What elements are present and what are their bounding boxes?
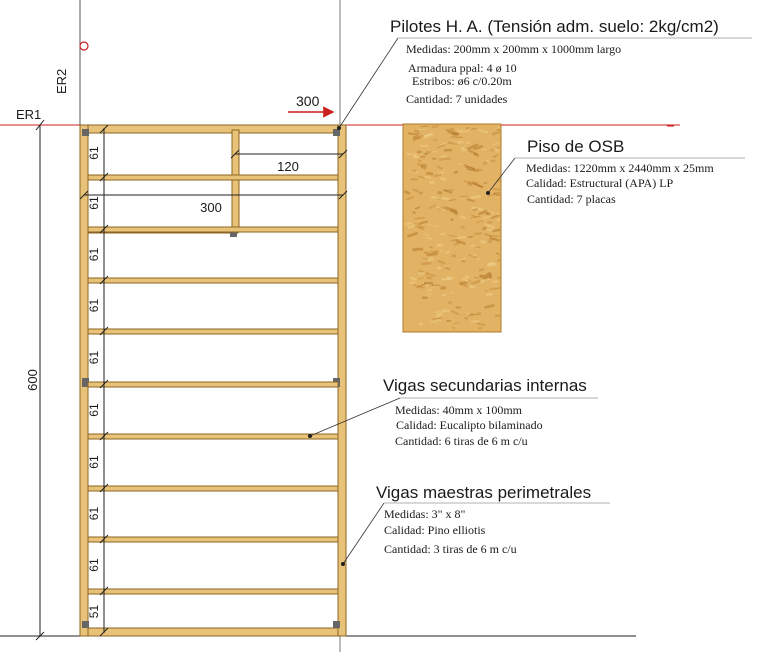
osb-strand — [428, 258, 433, 261]
leader-dot-maestras — [341, 562, 345, 566]
osb-line-2: Calidad: Estructural (APA) LP — [526, 176, 674, 190]
osb-strand — [478, 327, 482, 329]
secundarias-line-1: Medidas: 40mm x 100mm — [395, 403, 522, 417]
osb-strand — [429, 181, 434, 184]
spacing-label-2: 61 — [87, 196, 101, 210]
osb-board — [403, 124, 501, 332]
spacing-label-3: 61 — [87, 247, 101, 262]
secundarias-title: Vigas secundarias internas — [383, 376, 587, 395]
secondary-joist-8 — [88, 537, 338, 542]
osb-strand — [471, 314, 478, 315]
spacing-label-1: 61 — [87, 146, 101, 160]
osb-strand — [422, 297, 428, 300]
perimeter-beam-bottom — [80, 628, 346, 636]
osb-strand — [409, 282, 416, 284]
leader-maestras — [343, 503, 384, 564]
annotation-maestras — [376, 483, 591, 556]
secondary-joist-2 — [88, 227, 338, 232]
inner-width-label: 120 — [277, 159, 299, 174]
secondary-joist-7 — [88, 486, 338, 491]
osb-strand — [461, 226, 465, 228]
pilotes-line-3: Estribos: ø6 c/0.20m — [412, 74, 512, 88]
osb-strand — [442, 294, 447, 296]
secundarias-line-2: Calidad: Eucalipto bilaminado — [396, 418, 543, 432]
spacing-label-10: 51 — [87, 604, 101, 619]
maestras-line-2: Calidad: Pino elliotis — [384, 523, 486, 537]
osb-strand — [420, 145, 428, 147]
notch-post — [232, 130, 239, 232]
axis-er2-label: ER2 — [54, 68, 69, 94]
pilote-2 — [333, 129, 340, 136]
spacing-label-4: 61 — [87, 298, 101, 313]
pilote-7 — [333, 621, 340, 628]
osb-strand — [455, 137, 462, 138]
secondary-joist-6 — [88, 434, 338, 439]
osb-strand — [476, 246, 480, 248]
osb-strand — [437, 244, 443, 247]
secondary-joists — [88, 175, 338, 594]
leader-pilotes — [339, 38, 398, 128]
osb-line-1: Medidas: 1220mm x 2440mm x 25mm — [526, 161, 714, 175]
pilote-1 — [82, 129, 89, 136]
notch-width-label: 300 — [200, 200, 222, 215]
osb-strand — [476, 258, 480, 260]
spacing-dimensions — [87, 125, 108, 636]
osb-strand — [488, 241, 492, 242]
axis-er1-label: ER1 — [16, 107, 42, 122]
osb-strand — [421, 156, 426, 158]
osb-strand — [497, 219, 500, 221]
osb-title: Piso de OSB — [527, 137, 625, 156]
pilotes-line-2: Armadura ppal: 4 ø 10 — [408, 61, 517, 75]
osb-strand — [424, 282, 433, 284]
spacing-label-8: 61 — [87, 506, 101, 521]
offset-label: 300 — [296, 93, 320, 109]
annotation-pilotes — [390, 17, 719, 106]
osb-strand — [452, 254, 456, 257]
spacing-label-5: 61 — [87, 350, 101, 365]
secondary-joist-1 — [88, 175, 338, 180]
osb-strand — [430, 321, 437, 323]
axis-er2-marker — [80, 42, 88, 50]
leader-dot-secundarias — [308, 434, 312, 438]
pilote-6 — [82, 621, 89, 628]
leader-dot-pilotes — [337, 126, 341, 130]
pilotes-line-1: Medidas: 200mm x 200mm x 1000mm largo — [406, 42, 622, 56]
annotation-secundarias — [383, 376, 587, 448]
osb-strand — [470, 285, 475, 289]
osb-strand — [450, 128, 455, 131]
secondary-joist-4 — [88, 329, 338, 334]
maestras-title: Vigas maestras perimetrales — [376, 483, 592, 502]
osb-strand — [468, 181, 478, 184]
osb-strand — [448, 301, 452, 303]
perimeter-beam-top — [80, 125, 346, 133]
osb-strand — [434, 139, 438, 141]
osb-strand — [427, 262, 431, 264]
spacing-label-7: 61 — [87, 455, 101, 469]
osb-strand — [424, 252, 428, 254]
osb-strand — [431, 196, 436, 199]
secondary-joist-3 — [88, 278, 338, 283]
pilotes-title: Pilotes H. A. (Tensión adm. suelo: 2kg/cm2) — [390, 17, 719, 36]
osb-strand — [477, 312, 481, 315]
maestras-line-1: Medidas: 3" x 8" — [384, 507, 466, 521]
annotation-osb — [526, 137, 714, 206]
osb-strand — [446, 320, 451, 322]
osb-strand — [426, 276, 432, 279]
osb-strand — [451, 240, 455, 242]
osb-line-3: Cantidad: 7 placas — [527, 192, 616, 206]
leader-secundarias — [310, 398, 400, 436]
secondary-joist-9 — [88, 589, 338, 594]
secundarias-line-3: Cantidad: 6 tiras de 6 m c/u — [395, 434, 528, 448]
osb-strand — [487, 221, 492, 224]
spacing-label-6: 61 — [87, 403, 101, 417]
osb-strand — [428, 289, 432, 291]
pilotes-line-4: Cantidad: 7 unidades — [406, 92, 508, 106]
spacing-label-9: 61 — [87, 558, 101, 572]
osb-strand — [486, 293, 492, 296]
osb-strand — [491, 160, 496, 162]
osb-strand — [410, 178, 418, 180]
osb-strand — [438, 191, 443, 194]
leader-dot-osb — [486, 191, 490, 195]
total-height-label: 600 — [25, 369, 40, 391]
secondary-joist-5 — [88, 382, 338, 387]
maestras-line-3: Cantidad: 3 tiras de 6 m c/u — [384, 542, 517, 556]
